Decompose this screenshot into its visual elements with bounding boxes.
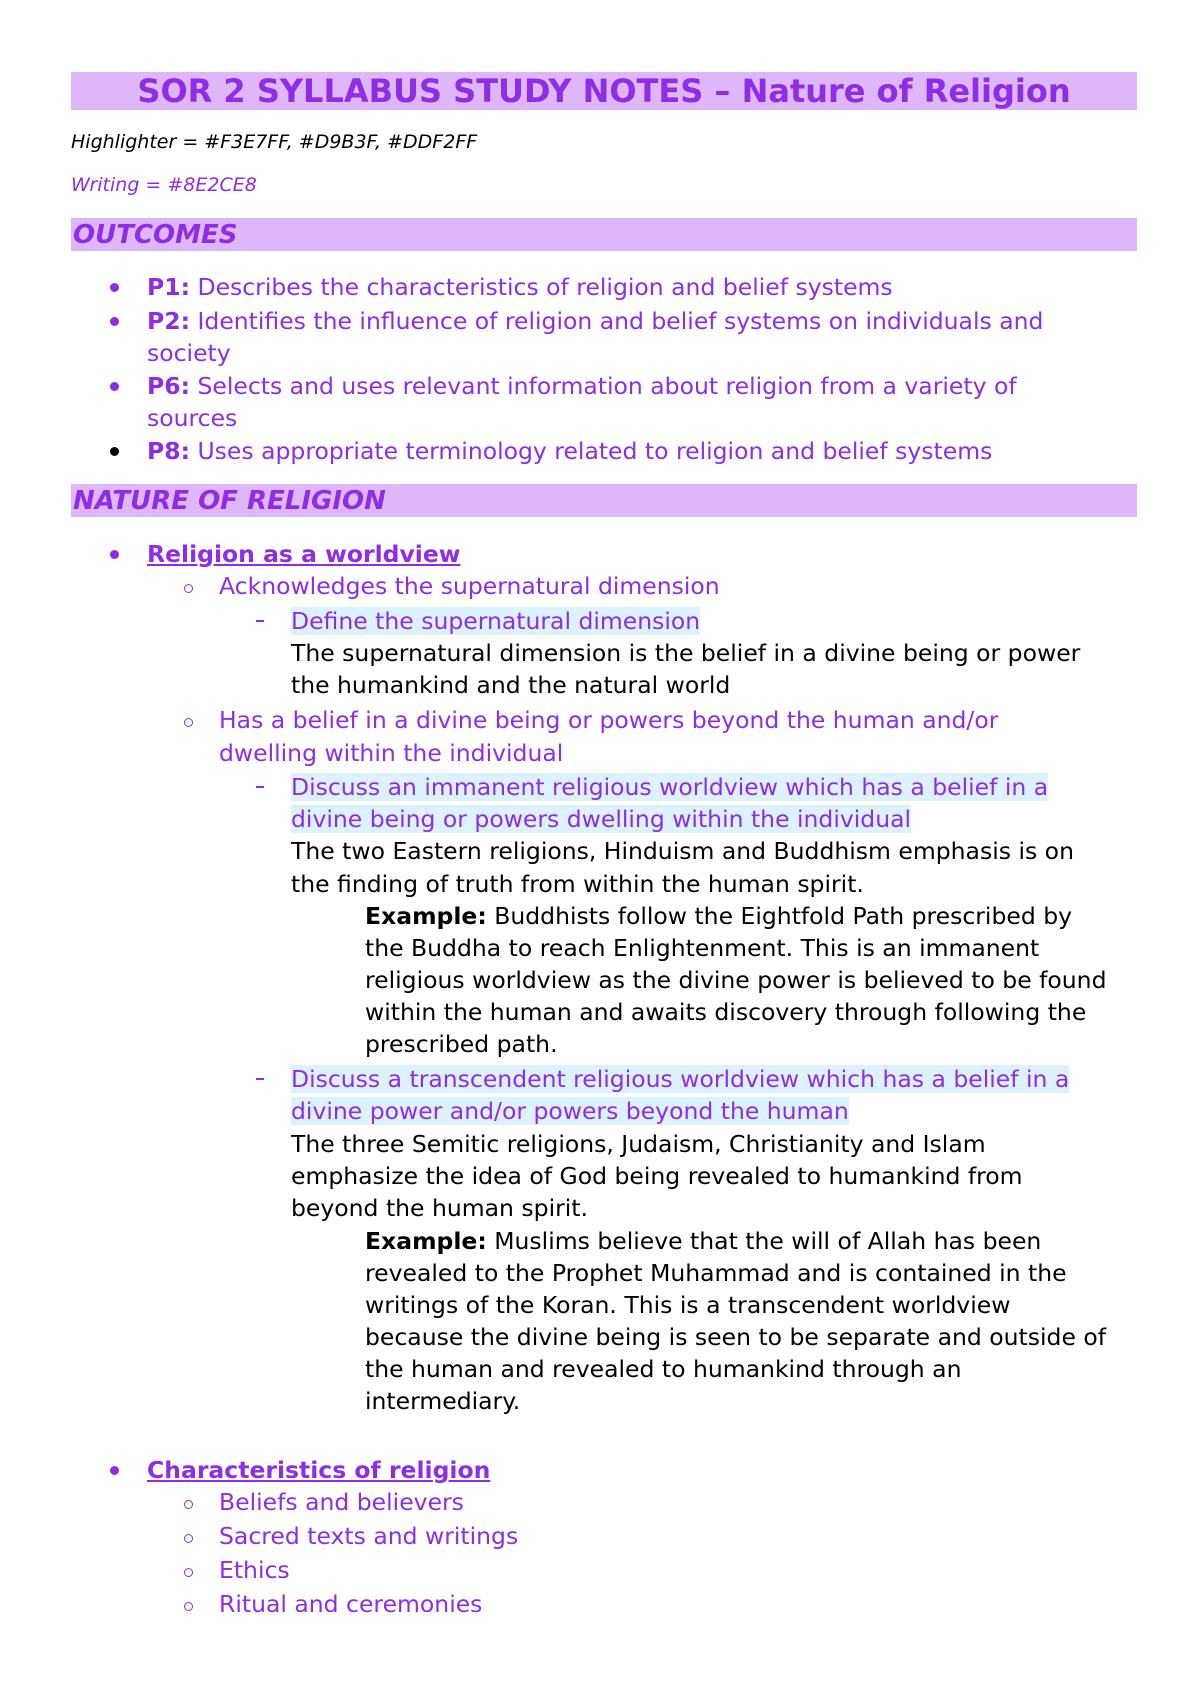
immanent-example: religious worldview as the divine power is believed to be found	[365, 966, 1107, 994]
immanent-example: prescribed path.	[365, 1030, 558, 1058]
transcendent-example: because the divine being is seen to be separate and outside of	[365, 1323, 1107, 1351]
transcendent-answer: The three Semitic religions, Judaism, Christianity and Islam	[291, 1130, 986, 1158]
outcome-item: P6: Selects and uses relevant information about religion from a variety of	[147, 372, 1017, 400]
nature-heading: NATURE OF RELIGION	[71, 484, 1137, 517]
bullet-icon	[110, 283, 119, 292]
bullet-icon	[110, 550, 119, 559]
transcendent-answer: emphasize the idea of God being revealed to humankind from	[291, 1162, 1023, 1190]
bullet-icon	[110, 447, 119, 456]
dash-bullet-icon	[256, 786, 264, 788]
immanent-example: the Buddha to reach Enlightenment. This is an immanent	[365, 934, 1040, 962]
outcome-item-continuation: society	[147, 339, 231, 367]
bullet-icon	[110, 317, 119, 326]
immanent-example: Example: Buddhists follow the Eightfold Path prescribed by	[365, 902, 1073, 930]
bullet-icon	[110, 1466, 119, 1475]
transcendent-example: the human and revealed to humankind through an	[365, 1355, 962, 1383]
immanent-answer: the finding of truth from within the human spirit.	[291, 870, 864, 898]
transcendent-question: Discuss a transcendent religious worldview which has a belief in a	[291, 1065, 1070, 1093]
circle-bullet-icon	[184, 1602, 193, 1611]
circle-bullet-icon	[184, 584, 193, 593]
worldview-sub1: Acknowledges the supernatural dimension	[219, 572, 720, 600]
characteristic-item: Ethics	[219, 1556, 290, 1584]
outcome-item: P2: Identifies the influence of religion and belief systems on individuals and	[147, 307, 1044, 335]
worldview-sub2: Has a belief in a divine being or powers beyond the human and/or	[219, 706, 999, 734]
worldview-title: Religion as a worldview	[147, 540, 461, 568]
bullet-icon	[110, 382, 119, 391]
transcendent-answer: beyond the human spirit.	[291, 1194, 588, 1222]
immanent-example: within the human and awaits discovery through following the	[365, 998, 1087, 1026]
transcendent-example: intermediary.	[365, 1387, 521, 1415]
outcomes-heading: OUTCOMES	[71, 218, 1137, 251]
characteristics-title: Characteristics of religion	[147, 1456, 491, 1484]
immanent-answer: The two Eastern religions, Hinduism and Buddhism emphasis is on	[291, 837, 1074, 865]
circle-bullet-icon	[184, 1568, 193, 1577]
transcendent-example: Example: Muslims believe that the will of Allah has been	[365, 1227, 1042, 1255]
writing-line: Writing = #8E2CE8	[71, 174, 257, 196]
define-question: Define the supernatural dimension	[291, 607, 701, 635]
dash-bullet-icon	[256, 620, 264, 622]
transcendent-question: divine power and/or powers beyond the human	[291, 1097, 849, 1125]
transcendent-example: revealed to the Prophet Muhammad and is contained in the	[365, 1259, 1067, 1287]
characteristic-item: Sacred texts and writings	[219, 1522, 519, 1550]
outcome-item: P8: Uses appropriate terminology related to religion and belief systems	[147, 437, 993, 465]
immanent-question: divine being or powers dwelling within the individual	[291, 805, 912, 833]
outcome-item-continuation: sources	[147, 404, 238, 432]
circle-bullet-icon	[184, 1534, 193, 1543]
define-answer: the humankind and the natural world	[291, 671, 731, 699]
characteristic-item: Beliefs and believers	[219, 1488, 464, 1516]
circle-bullet-icon	[184, 1500, 193, 1509]
define-answer: The supernatural dimension is the belief in a divine being or power	[291, 639, 1081, 667]
worldview-sub2: dwelling within the individual	[219, 739, 564, 767]
circle-bullet-icon	[184, 718, 193, 727]
highlighter-line: Highlighter = #F3E7FF, #D9B3F, #DDF2FF	[71, 131, 478, 153]
transcendent-example: writings of the Koran. This is a transcendent worldview	[365, 1291, 1011, 1319]
dash-bullet-icon	[256, 1078, 264, 1080]
outcome-item: P1: Describes the characteristics of religion and belief systems	[147, 273, 893, 301]
characteristic-item: Ritual and ceremonies	[219, 1590, 483, 1618]
immanent-question: Discuss an immanent religious worldview which has a belief in a	[291, 773, 1049, 801]
document-title: SOR 2 SYLLABUS STUDY NOTES – Nature of Religion	[71, 72, 1137, 110]
